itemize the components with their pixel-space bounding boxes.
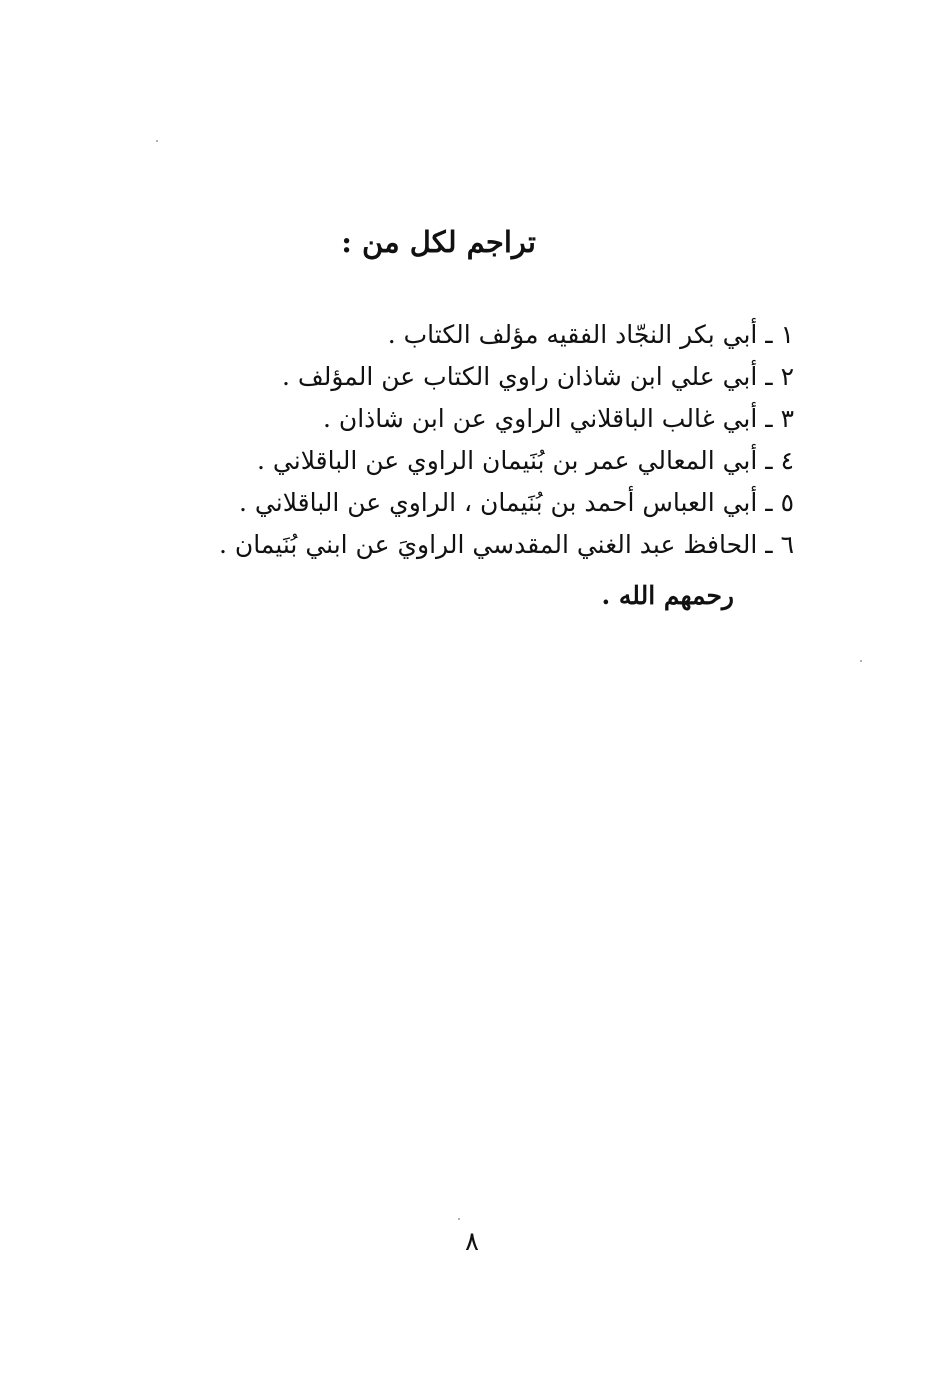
- scan-speck: [156, 140, 158, 142]
- page-heading: تراجم لكل من :: [341, 225, 536, 259]
- biography-list: [219, 314, 794, 566]
- list-item: ٤ ـ أبي المعالي عمر بن بُنَيمان الراوي عن الباقلاني .: [257, 446, 794, 475]
- list-item: ٥ ـ أبي العباس أحمد بن بُنَيمان ، الراوي عن الباقلاني .: [239, 488, 794, 517]
- scan-speck: [860, 660, 862, 662]
- list-item: ٦ ـ الحافظ عبد الغني المقدسي الراويَ عن ابني بُنَيمان .: [219, 530, 794, 559]
- scan-speck: [458, 1218, 460, 1220]
- page-number: ٨: [465, 1227, 479, 1257]
- list-item: ١ ـ أبي بكر النجّاد الفقيه مؤلف الكتاب .: [387, 320, 794, 349]
- closing-supplication: رحمهم الله .: [601, 581, 734, 610]
- list-item: ٣ ـ أبي غالب الباقلاني الراوي عن ابن شاذان .: [322, 404, 794, 433]
- list-item: ٢ ـ أبي علي ابن شاذان راوي الكتاب عن المؤلف .: [282, 362, 794, 391]
